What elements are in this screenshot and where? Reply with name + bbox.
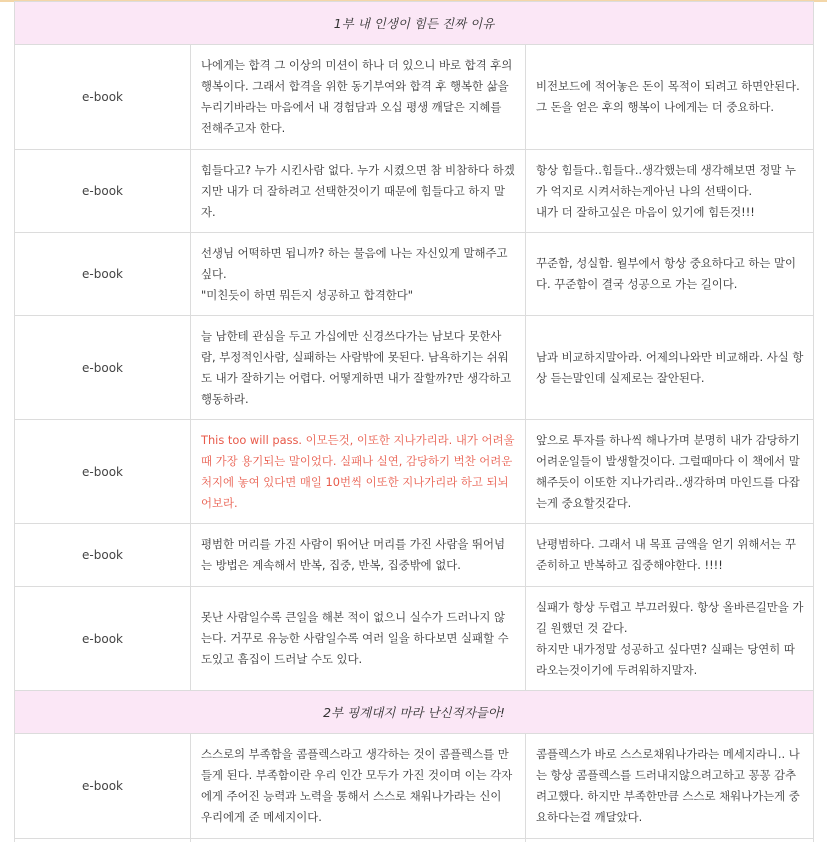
table-row bbox=[15, 420, 814, 524]
source-type-cell: e-book bbox=[15, 150, 191, 233]
section-title: 2부 핑계대지 마라 난신적자들아! bbox=[15, 691, 814, 734]
table-row bbox=[15, 734, 814, 839]
table-row bbox=[15, 233, 814, 316]
quote-text: This too will pass. 이모든것, 이또한 지나가리라. 내가 어려울 때 가장 용기되는 말이었다. 실패나 실연, 감당하기 벅찬 어려운 처지에 놓여 있다면 매일 10번씩 이또한 지나가리라 하고 되뇌어보라. bbox=[201, 432, 515, 510]
note-cell bbox=[526, 316, 814, 420]
quote-text: 힘들다고? 누가 시킨사람 없다. 누가 시켰으면 참 비참하다 하겠지만 내가 더 잘하려고 선택한것이기 때문에 힘들다고 하지 말자. bbox=[201, 162, 515, 219]
table-row bbox=[15, 45, 814, 150]
note-text: 난평범하다. 그래서 내 목표 금액을 얻기 위해서는 꾸준히하고 반복하고 집중해야한다. !!!! bbox=[536, 537, 797, 572]
source-type-cell: e-book bbox=[15, 45, 191, 150]
note-text: 실패가 항상 두렵고 부끄러웠다. 항상 올바른길만을 가길 원했던 것 같다. bbox=[536, 599, 804, 635]
source-type-cell: e-book bbox=[15, 734, 191, 839]
note-cell bbox=[526, 233, 814, 316]
note-text: 앞으로 투자를 하나씩 해나가며 분명히 내가 감당하기 어려운일들이 발생할것이다. 그럴때마다 이 책에서 말해주듯이 이또한 지나가리라..생각하며 마인드를 다잡는게 중요할것같다. bbox=[536, 432, 800, 510]
note-cell bbox=[526, 734, 814, 839]
quote-cell bbox=[191, 734, 526, 839]
note-text: 콤플렉스가 바로 스스로채워나가라는 메세지라니.. 나는 항상 콤플렉스를 드러내지않으려고하고 꽁꽁 감추려고했다. 하지만 부족한만큼 스스로 채워나가는게 중요하다는걸 깨달았다. bbox=[536, 747, 800, 824]
source-type-cell: e-book bbox=[15, 316, 191, 420]
quote-text: 못난 사람일수록 큰일을 해본 적이 없으니 실수가 드러나지 않는다. 거꾸로 유능한 사람일수록 여러 일을 하다보면 실패할 수도있고 흠집이 드러날 수도 있다. bbox=[201, 610, 509, 666]
quote-cell bbox=[191, 150, 526, 233]
table-row-partial bbox=[15, 839, 814, 842]
quote-cell bbox=[191, 233, 526, 316]
quote-text: 늘 남한테 관심을 두고 가십에만 신경쓰다가는 남보다 못한사람, 부정적인사람, 실패하는 사람밖에 못된다. 남욕하기는 쉬워도 내가 잘하기는 어렵다. 어떻게하면 내가 잘할까?만 생각하고 행동하라. bbox=[201, 328, 512, 406]
quote-text: "미친듯이 하면 뭐든지 성공하고 합격한다" bbox=[201, 287, 414, 302]
quote-cell bbox=[191, 587, 526, 691]
source-type-cell: e-book bbox=[15, 233, 191, 316]
source-type-cell: e-book bbox=[15, 524, 191, 587]
note-text: 항상 힘들다..힘들다..생각했는데 생각해보면 정말 누가 억지로 시켜서하는게아닌 나의 선택이다. bbox=[536, 162, 797, 198]
quote-cell bbox=[191, 524, 526, 587]
empty-cell bbox=[191, 839, 526, 842]
note-text: 비전보드에 적어놓은 돈이 목적이 되려고 하면안된다. 그 돈을 얻은 후의 행복이 나에게는 더 중요하다. bbox=[536, 79, 800, 114]
table-row bbox=[15, 150, 814, 233]
book-notes-table bbox=[14, 1, 814, 842]
note-text: 내가 더 잘하고싶은 마음이 있기에 힘든것!!! bbox=[536, 204, 755, 219]
quote-cell bbox=[191, 420, 526, 524]
quote-text: 평범한 머리를 가진 사람이 뛰어난 머리를 가진 사람을 뛰어넘는 방법은 계속해서 반복, 집중, 반복, 집중밖에 없다. bbox=[201, 537, 506, 572]
quote-cell bbox=[191, 316, 526, 420]
section-title: 1부 내 인생이 힘든 진짜 이유 bbox=[15, 2, 814, 45]
quote-text: 선생님 어떡하면 됩니까? 하는 물음에 나는 자신있게 말해주고 싶다. bbox=[201, 245, 508, 281]
source-type-cell: e-book bbox=[15, 587, 191, 691]
table-row bbox=[15, 587, 814, 691]
quote-text: 스스로의 부족함을 콤플렉스라고 생각하는 것이 콤플렉스를 만들게 된다. 부족함이란 우리 인간 모두가 가진 것이며 이는 각자에게 주어진 능력과 노력을 통해서 스스로 채워나가라는 신이 우리에게 준 메세지이다. bbox=[201, 747, 513, 824]
note-cell bbox=[526, 150, 814, 233]
empty-cell bbox=[15, 839, 191, 842]
note-text: 꾸준함, 성실함. 월부에서 항상 중요하다고 하는 말이다. 꾸준함이 결국 성공으로 가는 길이다. bbox=[536, 256, 797, 291]
note-cell bbox=[526, 420, 814, 524]
quote-text: 나에게는 합격 그 이상의 미션이 하나 더 있으니 바로 합격 후의 행복이다. 그래서 합격을 위한 동기부여와 합격 후 행복한 삶을 누리기바라는 마음에서 내 경험담과 오십 평생 깨달은 지혜를 전해주고자 한다. bbox=[201, 58, 513, 135]
note-text: 하지만 내가정말 성공하고 싶다면? 실패는 당연히 따라오는것이기에 두려워하지말자. bbox=[536, 641, 795, 677]
note-cell bbox=[526, 587, 814, 691]
note-text: 남과 비교하지말아라. 어제의나와만 비교해라. 사실 항상 듣는말인데 실제로는 잘안된다. bbox=[536, 349, 804, 385]
section-header bbox=[15, 691, 814, 734]
quote-cell bbox=[191, 45, 526, 150]
table-row bbox=[15, 524, 814, 587]
note-cell bbox=[526, 45, 814, 150]
table-row bbox=[15, 316, 814, 420]
section-header bbox=[15, 2, 814, 45]
empty-cell bbox=[526, 839, 814, 842]
source-type-cell: e-book bbox=[15, 420, 191, 524]
note-cell bbox=[526, 524, 814, 587]
